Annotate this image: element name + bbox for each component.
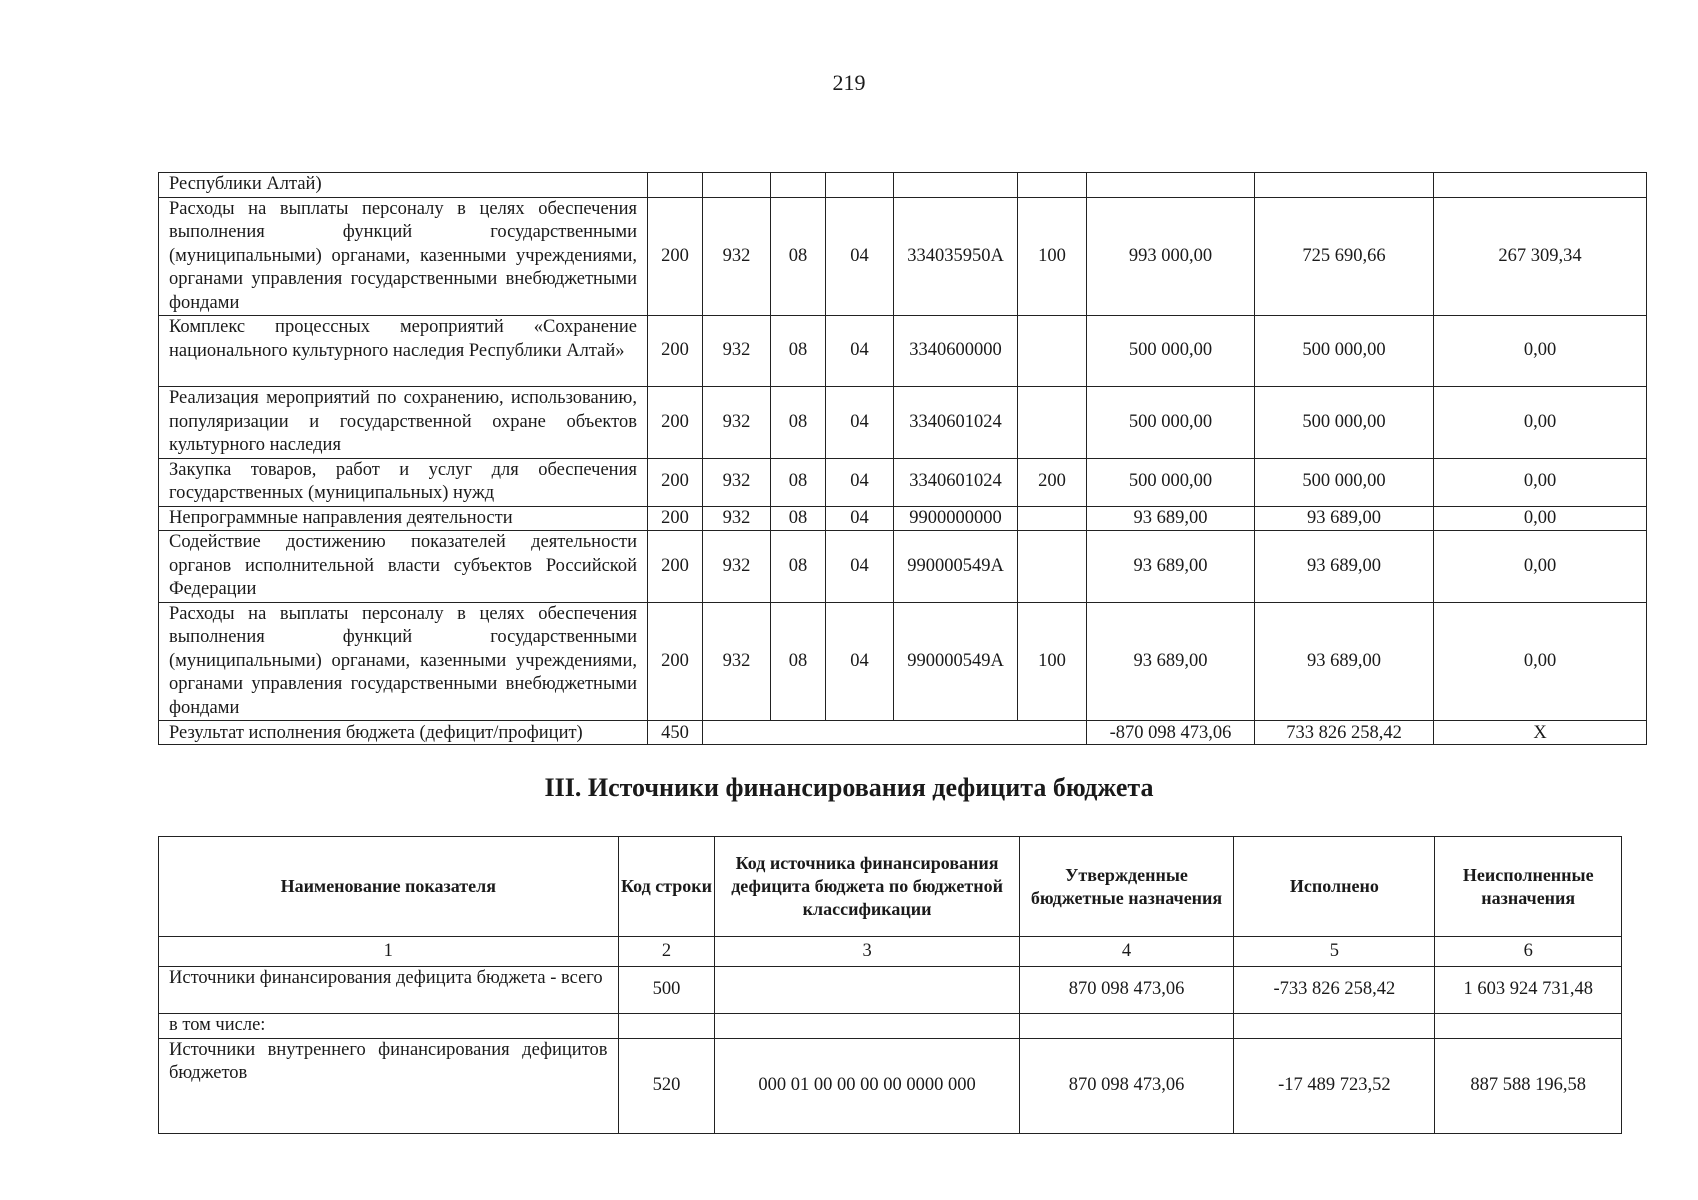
row-approved: 993 000,00 <box>1087 197 1255 316</box>
result-executed: 733 826 258,42 <box>1255 721 1434 745</box>
row-subsection: 04 <box>826 531 894 603</box>
row-target-article: 9900000000 <box>894 506 1018 531</box>
result-unexecuted: X <box>1434 721 1647 745</box>
financing-sources-table <box>158 836 1622 1134</box>
row-expense-type <box>1018 173 1087 198</box>
row-unexecuted: 267 309,34 <box>1434 197 1647 316</box>
table-row <box>159 602 1647 721</box>
row-unexecuted: 0,00 <box>1434 387 1647 459</box>
row-subsection: 04 <box>826 458 894 506</box>
row-approved: 500 000,00 <box>1087 316 1255 387</box>
row-name: в том числе: <box>159 1014 619 1039</box>
row-unexecuted: 0,00 <box>1434 458 1647 506</box>
row-target-article: 3340601024 <box>894 458 1018 506</box>
table-row <box>159 531 1647 603</box>
row-executed <box>1234 1014 1435 1039</box>
header-executed: Исполнено <box>1234 837 1435 937</box>
row-executed: 93 689,00 <box>1255 602 1434 721</box>
row-admin-code <box>703 173 771 198</box>
row-executed: 500 000,00 <box>1255 387 1434 459</box>
row-subsection: 04 <box>826 506 894 531</box>
row-admin-code: 932 <box>703 506 771 531</box>
row-executed: 500 000,00 <box>1255 316 1434 387</box>
row-source-code <box>715 1014 1019 1039</box>
table-row <box>159 1014 1622 1039</box>
row-line-code: 200 <box>648 458 703 506</box>
row-line-code: 520 <box>618 1038 715 1133</box>
column-number: 3 <box>715 937 1019 967</box>
result-approved: -870 098 473,06 <box>1087 721 1255 745</box>
row-source-code <box>715 967 1019 1014</box>
row-subsection <box>826 173 894 198</box>
row-admin-code: 932 <box>703 531 771 603</box>
column-number: 5 <box>1234 937 1435 967</box>
row-target-article: 990000549A <box>894 602 1018 721</box>
row-unexecuted <box>1435 1014 1622 1039</box>
table-row <box>159 173 1647 198</box>
row-approved: 870 098 473,06 <box>1019 1038 1234 1133</box>
row-unexecuted: 0,00 <box>1434 531 1647 603</box>
table-row <box>159 387 1647 459</box>
row-approved: 500 000,00 <box>1087 387 1255 459</box>
row-name: Содействие достижению показателей деятельности органов исполнительной власти субъектов Российской Федерации <box>159 531 648 603</box>
result-name: Результат исполнения бюджета (дефицит/профицит) <box>159 721 648 745</box>
header-approved: Утвержденные бюджетные назначения <box>1019 837 1234 937</box>
row-line-code: 200 <box>648 387 703 459</box>
row-section: 08 <box>771 316 826 387</box>
row-name: Реализация мероприятий по сохранению, использованию, популяризации и государственной охране объектов культурного наследия <box>159 387 648 459</box>
row-approved: 500 000,00 <box>1087 458 1255 506</box>
row-unexecuted: 0,00 <box>1434 316 1647 387</box>
row-admin-code: 932 <box>703 316 771 387</box>
row-expense-type: 100 <box>1018 197 1087 316</box>
row-name: Источники финансирования дефицита бюджета - всего <box>159 967 619 1014</box>
row-subsection: 04 <box>826 316 894 387</box>
row-name: Расходы на выплаты персоналу в целях обеспечения выполнения функций государственными (муниципальными) органами, казенными учреждениями, органами управления государственными внебюджетными фондами <box>159 602 648 721</box>
row-executed: 725 690,66 <box>1255 197 1434 316</box>
row-source-code: 000 01 00 00 00 00 0000 000 <box>715 1038 1019 1133</box>
column-numbers-row <box>159 937 1622 967</box>
row-subsection: 04 <box>826 387 894 459</box>
row-target-article: 3340600000 <box>894 316 1018 387</box>
row-admin-code: 932 <box>703 197 771 316</box>
row-expense-type <box>1018 387 1087 459</box>
row-admin-code: 932 <box>703 458 771 506</box>
table-row <box>159 197 1647 316</box>
row-target-article: 334035950A <box>894 197 1018 316</box>
row-approved: 93 689,00 <box>1087 602 1255 721</box>
row-admin-code: 932 <box>703 387 771 459</box>
row-executed <box>1255 173 1434 198</box>
row-target-article: 990000549A <box>894 531 1018 603</box>
row-approved: 93 689,00 <box>1087 531 1255 603</box>
row-name: Источники внутреннего финансирования дефицитов бюджетов <box>159 1038 619 1133</box>
header-unexecuted: Неисполненные назначения <box>1435 837 1622 937</box>
result-row <box>159 721 1647 745</box>
row-executed: -17 489 723,52 <box>1234 1038 1435 1133</box>
row-expense-type: 200 <box>1018 458 1087 506</box>
row-target-article: 3340601024 <box>894 387 1018 459</box>
row-expense-type <box>1018 316 1087 387</box>
row-unexecuted: 887 588 196,58 <box>1435 1038 1622 1133</box>
row-executed: 500 000,00 <box>1255 458 1434 506</box>
row-line-code: 200 <box>648 316 703 387</box>
row-approved: 870 098 473,06 <box>1019 967 1234 1014</box>
table-row <box>159 967 1622 1014</box>
row-section: 08 <box>771 387 826 459</box>
row-unexecuted <box>1434 173 1647 198</box>
column-number: 2 <box>618 937 715 967</box>
row-expense-type <box>1018 506 1087 531</box>
header-source-code: Код источника финансирования дефицита бюджета по бюджетной классификации <box>715 837 1019 937</box>
header-row <box>159 837 1622 937</box>
page-number: 219 <box>832 70 866 95</box>
result-empty <box>703 721 1087 745</box>
row-executed: -733 826 258,42 <box>1234 967 1435 1014</box>
section-title: III. Источники финансирования дефицита бюджета <box>544 773 1154 802</box>
row-line-code: 200 <box>648 602 703 721</box>
row-section: 08 <box>771 506 826 531</box>
row-name: Закупка товаров, работ и услуг для обеспечения государственных (муниципальных) нужд <box>159 458 648 506</box>
row-line-code <box>648 173 703 198</box>
table-row <box>159 1038 1622 1133</box>
row-name: Расходы на выплаты персоналу в целях обеспечения выполнения функций государственными (муниципальными) органами, казенными учреждениями, органами управления государственными внебюджетными фондами <box>159 197 648 316</box>
row-name: Комплекс процессных мероприятий «Сохранение национального культурного наследия Республики Алтай» <box>159 316 648 387</box>
row-subsection: 04 <box>826 602 894 721</box>
column-number: 4 <box>1019 937 1234 967</box>
row-section: 08 <box>771 531 826 603</box>
row-unexecuted: 0,00 <box>1434 506 1647 531</box>
row-subsection: 04 <box>826 197 894 316</box>
row-admin-code: 932 <box>703 602 771 721</box>
row-approved <box>1087 173 1255 198</box>
header-name: Наименование показателя <box>159 837 619 937</box>
table-row <box>159 458 1647 506</box>
column-number: 1 <box>159 937 619 967</box>
row-line-code: 200 <box>648 197 703 316</box>
header-line-code: Код строки <box>618 837 715 937</box>
row-section: 08 <box>771 197 826 316</box>
expenses-table <box>158 172 1647 745</box>
row-unexecuted: 1 603 924 731,48 <box>1435 967 1622 1014</box>
table-row <box>159 316 1647 387</box>
row-expense-type <box>1018 531 1087 603</box>
row-unexecuted: 0,00 <box>1434 602 1647 721</box>
row-target-article <box>894 173 1018 198</box>
table-row <box>159 506 1647 531</box>
row-line-code: 200 <box>648 531 703 603</box>
result-line-code: 450 <box>648 721 703 745</box>
column-number: 6 <box>1435 937 1622 967</box>
row-section <box>771 173 826 198</box>
row-section: 08 <box>771 602 826 721</box>
row-section: 08 <box>771 458 826 506</box>
row-line-code <box>618 1014 715 1039</box>
row-approved: 93 689,00 <box>1087 506 1255 531</box>
row-line-code: 200 <box>648 506 703 531</box>
row-approved <box>1019 1014 1234 1039</box>
row-name: Непрограммные направления деятельности <box>159 506 648 531</box>
row-name: Республики Алтай) <box>159 173 648 198</box>
row-executed: 93 689,00 <box>1255 531 1434 603</box>
row-executed: 93 689,00 <box>1255 506 1434 531</box>
row-expense-type: 100 <box>1018 602 1087 721</box>
row-line-code: 500 <box>618 967 715 1014</box>
